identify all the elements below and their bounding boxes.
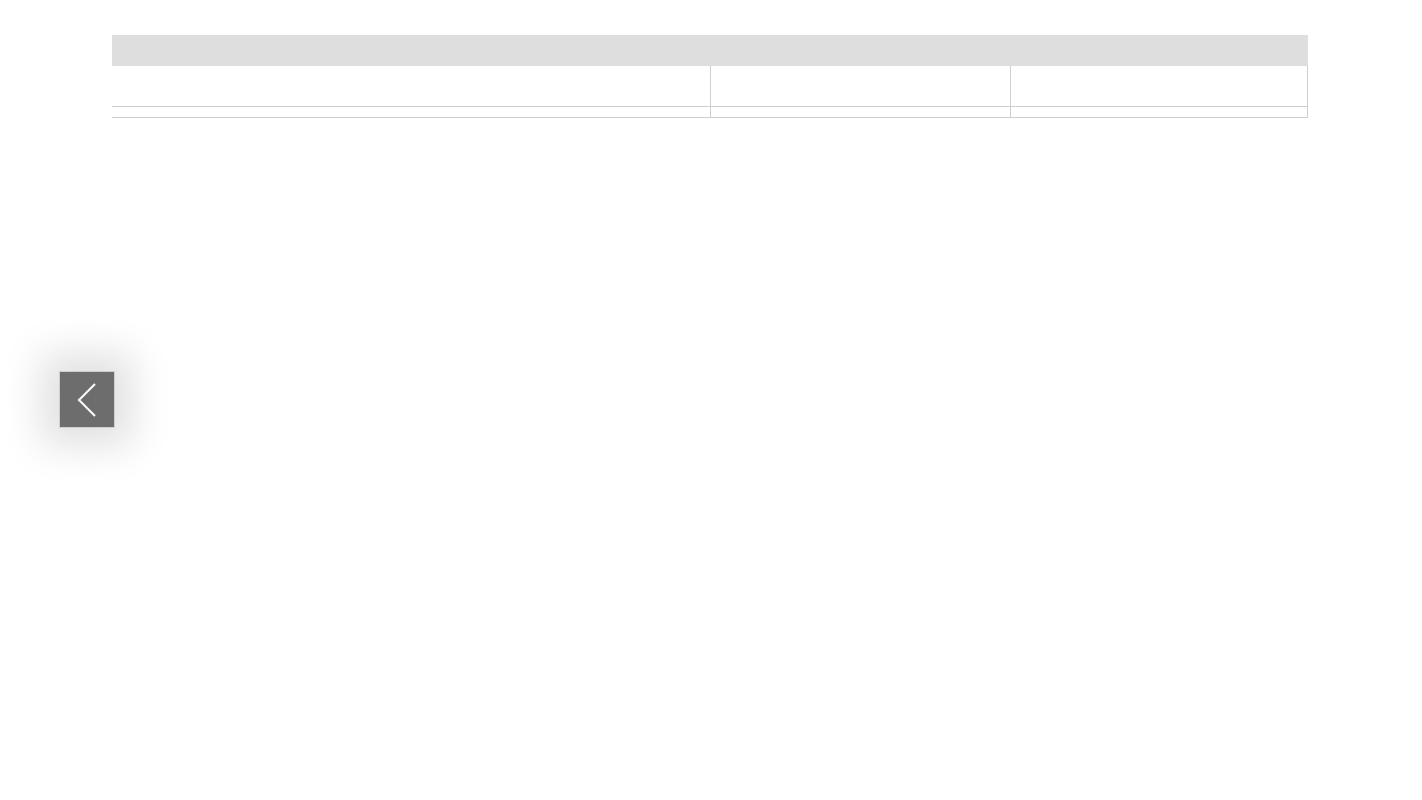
page-title xyxy=(112,35,1308,66)
back-button[interactable] xyxy=(59,371,115,428)
alpha-value xyxy=(1010,106,1308,117)
table-row xyxy=(112,106,1308,118)
header-feature xyxy=(112,66,710,106)
header-alpha xyxy=(1010,66,1308,106)
feature-list-page xyxy=(112,35,1308,800)
feature-table xyxy=(112,106,1308,118)
header-zeta xyxy=(710,66,1010,106)
table-header xyxy=(112,66,1308,107)
chevron-left-icon xyxy=(76,382,98,418)
zeta-value xyxy=(710,106,1010,117)
